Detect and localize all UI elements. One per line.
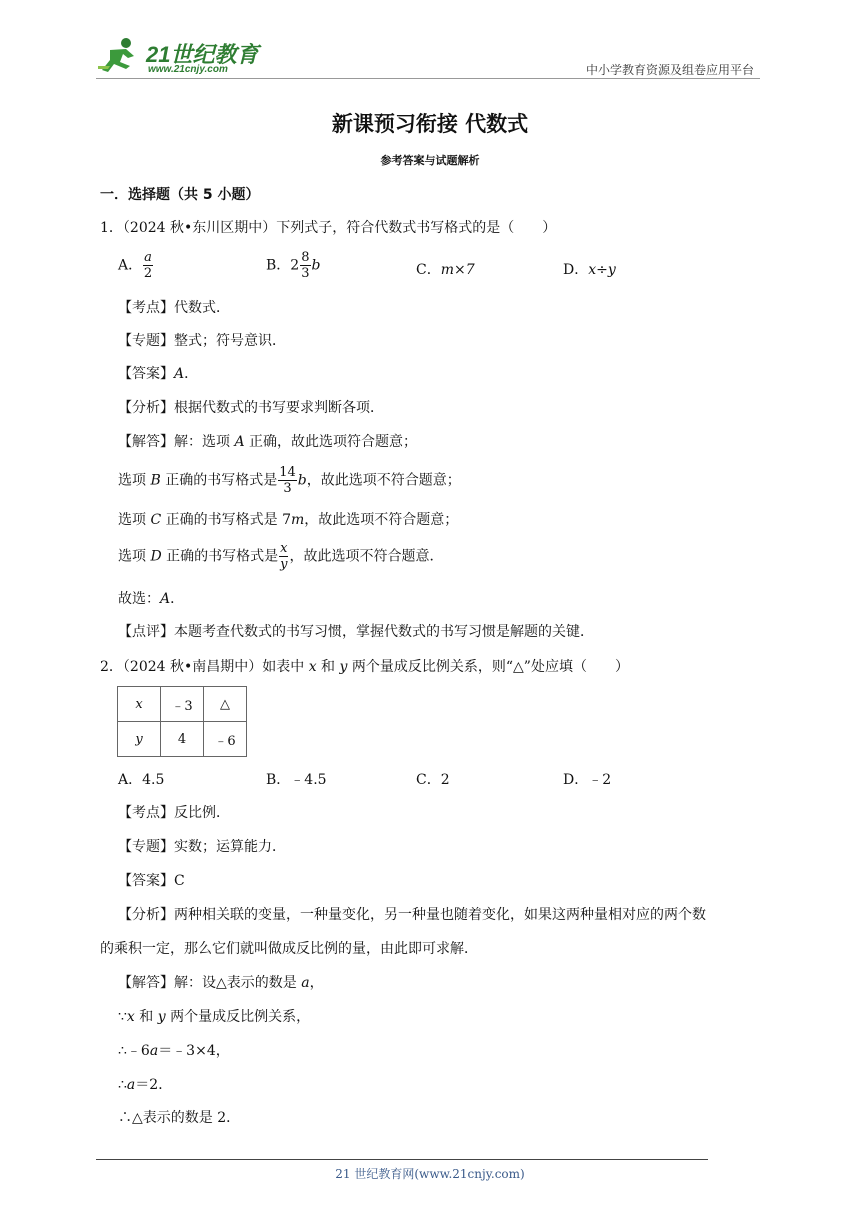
q2-step-1: ∵x 和 y 两个量成反比例关系， [118, 1009, 311, 1025]
runner-logo-icon [96, 36, 146, 76]
q1-answer: 【答案】A． [118, 366, 199, 382]
table-cell: △ [204, 687, 247, 722]
q2-step-2: ∴﹣6a＝﹣3×4， [118, 1043, 230, 1059]
q1-comment: 【点评】本题考查代数式的书写习惯，掌握代数式的书写习惯是解题的关键． [118, 624, 594, 640]
table-row [118, 722, 247, 757]
q1-kaodian: 【考点】代数式． [118, 300, 230, 316]
q1-option-a: A． $\frac{a}{2}$ [118, 250, 153, 281]
q1-option-d: D．x÷y [563, 262, 616, 278]
q1-zhuanti: 【专题】整式；符号意识． [118, 333, 286, 349]
q2-solution: 【解答】解：设△表示的数是 a， [118, 975, 324, 991]
q2-stem: 2．（2024 秋•南昌期中）如表中 x 和 y 两个量成反比例关系，则“△”处应填（ ） [100, 659, 629, 675]
footer-divider [96, 1159, 708, 1160]
q2-answer: 【答案】C [118, 873, 185, 889]
q2-step-4: ∴△表示的数是 2． [118, 1110, 241, 1126]
q2-option-c: C．2 [416, 772, 450, 788]
table-cell: x [118, 687, 161, 722]
footer-text: 21 世纪教育网(www.21cnjy.com) [335, 1167, 525, 1181]
table-cell: ﹣3 [161, 687, 204, 722]
q2-option-b: B．﹣4.5 [266, 772, 327, 788]
q1-analysis: 【分析】根据代数式的书写要求判断各项． [118, 400, 384, 416]
q1-solution-b: 选项 B 正确的书写格式是 $\frac{14}{3}$ b，故此选项不符合题意； [118, 465, 461, 496]
page-title: 新课预习衔接 代数式 [331, 112, 529, 136]
q1-option-c: C．m×7 [416, 262, 475, 278]
page-subtitle: 参考答案与试题解析 [380, 154, 480, 167]
q2-analysis-line1: 【分析】两种相关联的变量，一种量变化，另一种量也随着变化，如果这两种量相对应的两个数 [118, 907, 706, 923]
table-cell: 4 [161, 722, 204, 757]
q1-solution-d: 选项 D 正确的书写格式是 $\frac{x}{y}$ ，故此选项不符合题意． [118, 541, 444, 572]
q2-option-d: D．﹣2 [563, 772, 612, 788]
q2-option-a: A．4.5 [118, 772, 165, 788]
q1-choice: 故选：A． [118, 591, 185, 607]
table-cell: y [118, 722, 161, 757]
logo-brand: 21世纪教育 [146, 42, 259, 67]
q1-stem: 1．（2024 秋•东川区期中）下列式子，符合代数式书写格式的是（ ） [100, 220, 557, 236]
q2-step-3: ∴a＝2． [118, 1077, 173, 1093]
table-row [118, 687, 247, 722]
q1-solution: 【解答】解：选项 A 正确，故此选项符合题意； [118, 434, 418, 450]
table-cell: ﹣6 [204, 722, 247, 757]
q2-analysis-line2: 的乘积一定，那么它们就叫做成反比例的量，由此即可求解． [100, 941, 478, 957]
q2-table [117, 686, 247, 757]
q1-solution-c: 选项 C 正确的书写格式是 7m，故此选项不符合题意； [118, 512, 459, 528]
header-divider [96, 78, 760, 79]
section-heading: 一．选择题（共 5 小题） [100, 187, 260, 203]
logo-url: www.21cnjy.com [148, 64, 228, 75]
q2-zhuanti: 【专题】实数；运算能力． [118, 839, 286, 855]
header-platform-text: 中小学教育资源及组卷应用平台 [585, 63, 754, 77]
q2-kaodian: 【考点】反比例． [118, 805, 230, 821]
q1-option-b: B．2 $\frac{8}{3}$ b [266, 250, 321, 281]
